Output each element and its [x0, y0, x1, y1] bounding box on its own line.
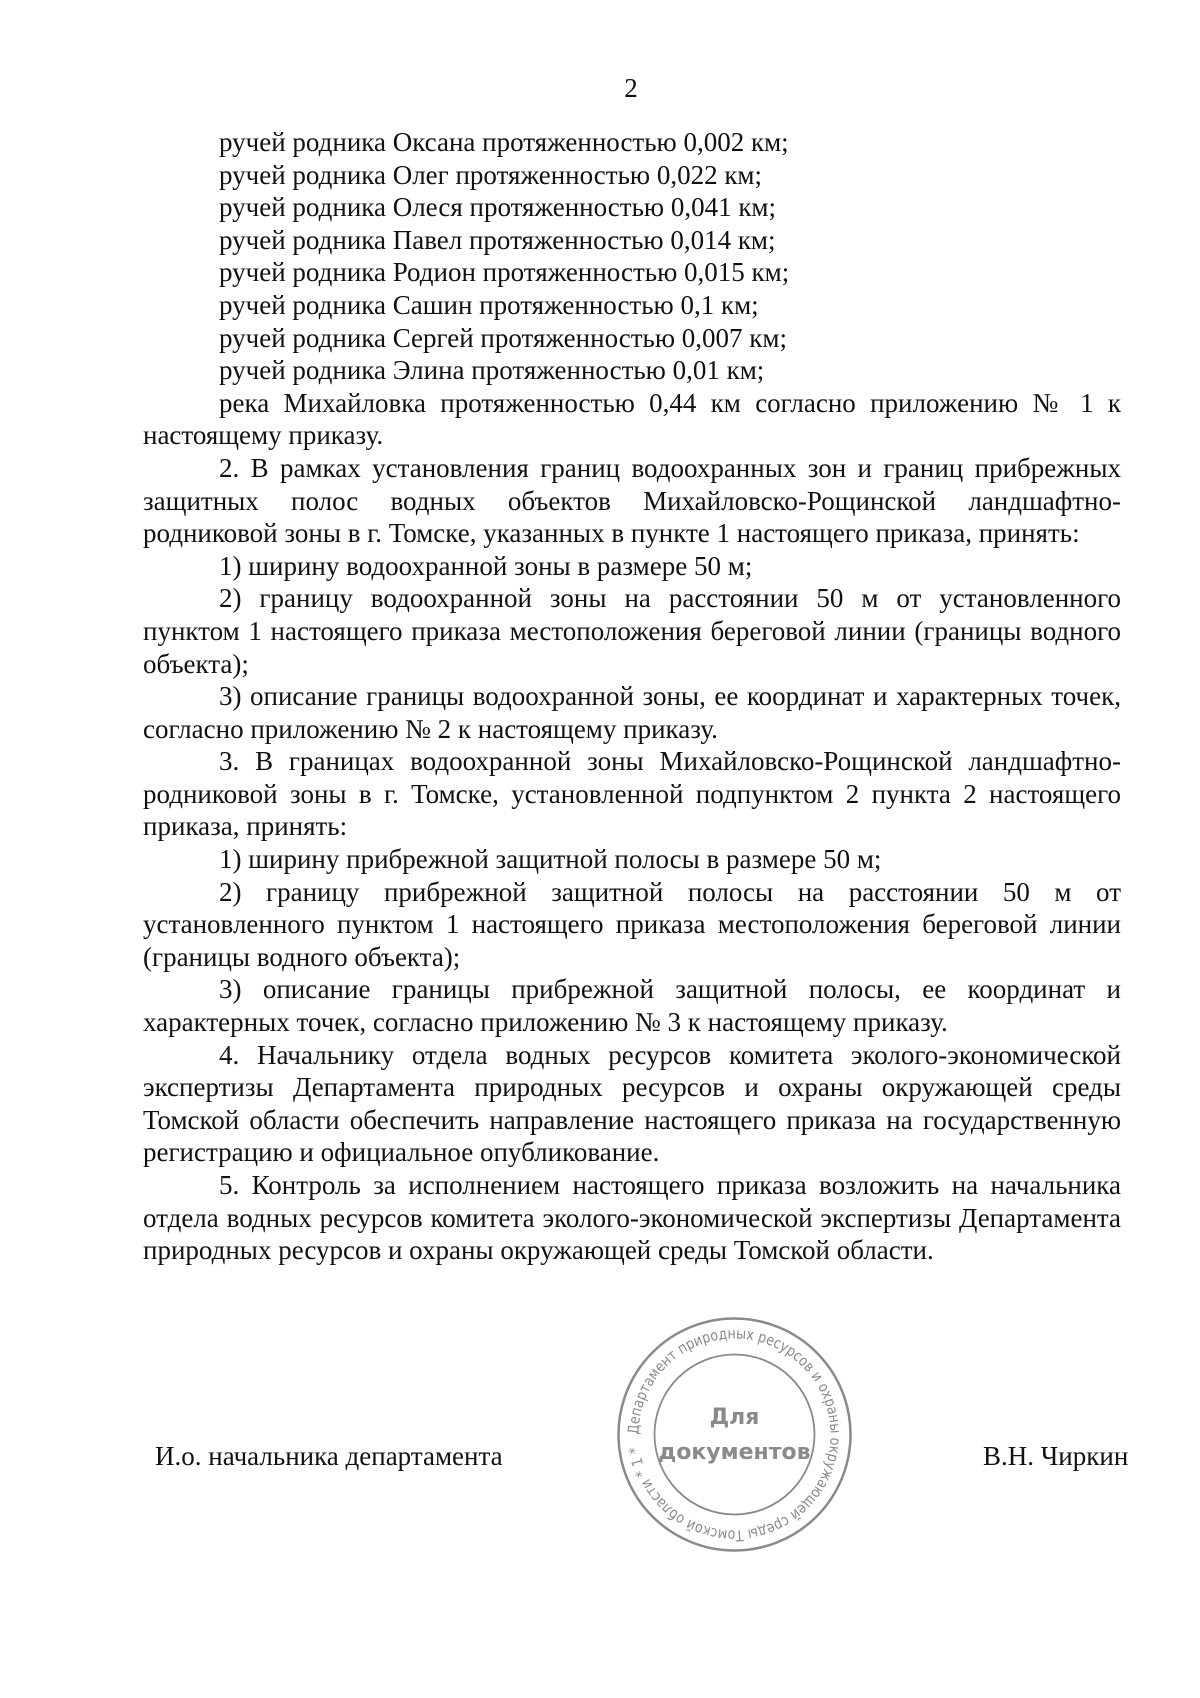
stream-item: ручей родника Олеся протяженностью 0,041 км;: [219, 192, 777, 223]
signatory-name: В.Н. Чиркин: [983, 1441, 1129, 1471]
paragraph-3-3: 3) описание границы прибрежной защитной полосы, ее координат и характерных точек, согласно приложению № 3 к настоящему приказу.: [143, 974, 1121, 1038]
document-body: [143, 126, 1121, 1267]
paragraph-2: 2. В рамках установления границ водоохранных зон и границ прибрежных защитных полос водных объектов Михайловско-Рощинской ландшафтно-родниковой зоны в г. Томске, указанных в пункте 1 настоящего приказа, принять:: [143, 452, 1121, 549]
stamp-ring-text: Департамент природных ресурсов и охраны окружающей среды Томской области * 1 *: [624, 1324, 845, 1545]
page-number: 2: [624, 73, 638, 103]
stream-item: ручей родника Родион протяженностью 0,015 км;: [219, 257, 790, 288]
paragraph-2-1: 1) ширину водоохранной зоны в размере 50 м;: [219, 550, 753, 581]
paragraph-2-3: 3) описание границы водоохранной зоны, ее координат и характерных точек, согласно приложению № 2 к настоящему приказу.: [143, 681, 1121, 744]
paragraph-5: 5. Контроль за исполнением настоящего приказа возложить на начальника отдела водных ресурсов комитета эколого-экономической экспертизы Департамента природных ресурсов и охраны окружающей среды Томской области.: [143, 1170, 1121, 1266]
river-item: река Михайловка протяженностью 0,44 км согласно приложению № 1 к настоящему приказу.: [143, 387, 1121, 451]
stamp-outer-ring: [619, 1319, 851, 1551]
stream-item: ручей родника Оксана протяженностью 0,002 км;: [219, 127, 789, 157]
stream-item: ручей родника Олег протяженностью 0,022 км;: [219, 159, 763, 190]
stream-item: ручей родника Элина протяженностью 0,01 км;: [219, 355, 765, 386]
paragraph-3-2: 2) границу прибрежной защитной полосы на расстоянии 50 м от установленного пунктом 1 настоящего приказа местоположения береговой линии (границы водного объекта);: [143, 876, 1121, 972]
stream-item: ручей родника Сашин протяженностью 0,1 км;: [219, 289, 759, 320]
paragraph-3-1: 1) ширину прибрежной защитной полосы в размере 50 м;: [219, 844, 882, 875]
paragraph-3: 3. В границах водоохранной зоны Михайловско-Рощинской ландшафтно-родниковой зоны в г. Томске, установленной подпунктом 2 пункта 2 настоящего приказа, принять:: [143, 746, 1121, 842]
paragraph-2-2: 2) границу водоохранной зоны на расстоянии 50 м от установленного пунктом 1 настоящего приказа местоположения береговой линии (границы водного объекта);: [143, 583, 1121, 679]
stamp-center-line1: Для: [709, 1405, 760, 1430]
official-stamp: [612, 1312, 857, 1557]
stamp-center-line2: документов: [658, 1440, 811, 1465]
signatory-position: И.о. начальника департамента: [155, 1441, 503, 1471]
stream-item: ручей родника Сергей протяженностью 0,007 км;: [219, 322, 787, 353]
paragraph-4: 4. Начальнику отдела водных ресурсов комитета эколого-экономической экспертизы Департамента природных ресурсов и охраны окружающей среды Томской области обеспечить направление настоящего приказа на государственную регистрацию и официальное опубликование.: [143, 1039, 1121, 1168]
stamp-inner-ring: [655, 1355, 815, 1515]
stream-item: ручей родника Павел протяженностью 0,014 км;: [219, 224, 776, 255]
